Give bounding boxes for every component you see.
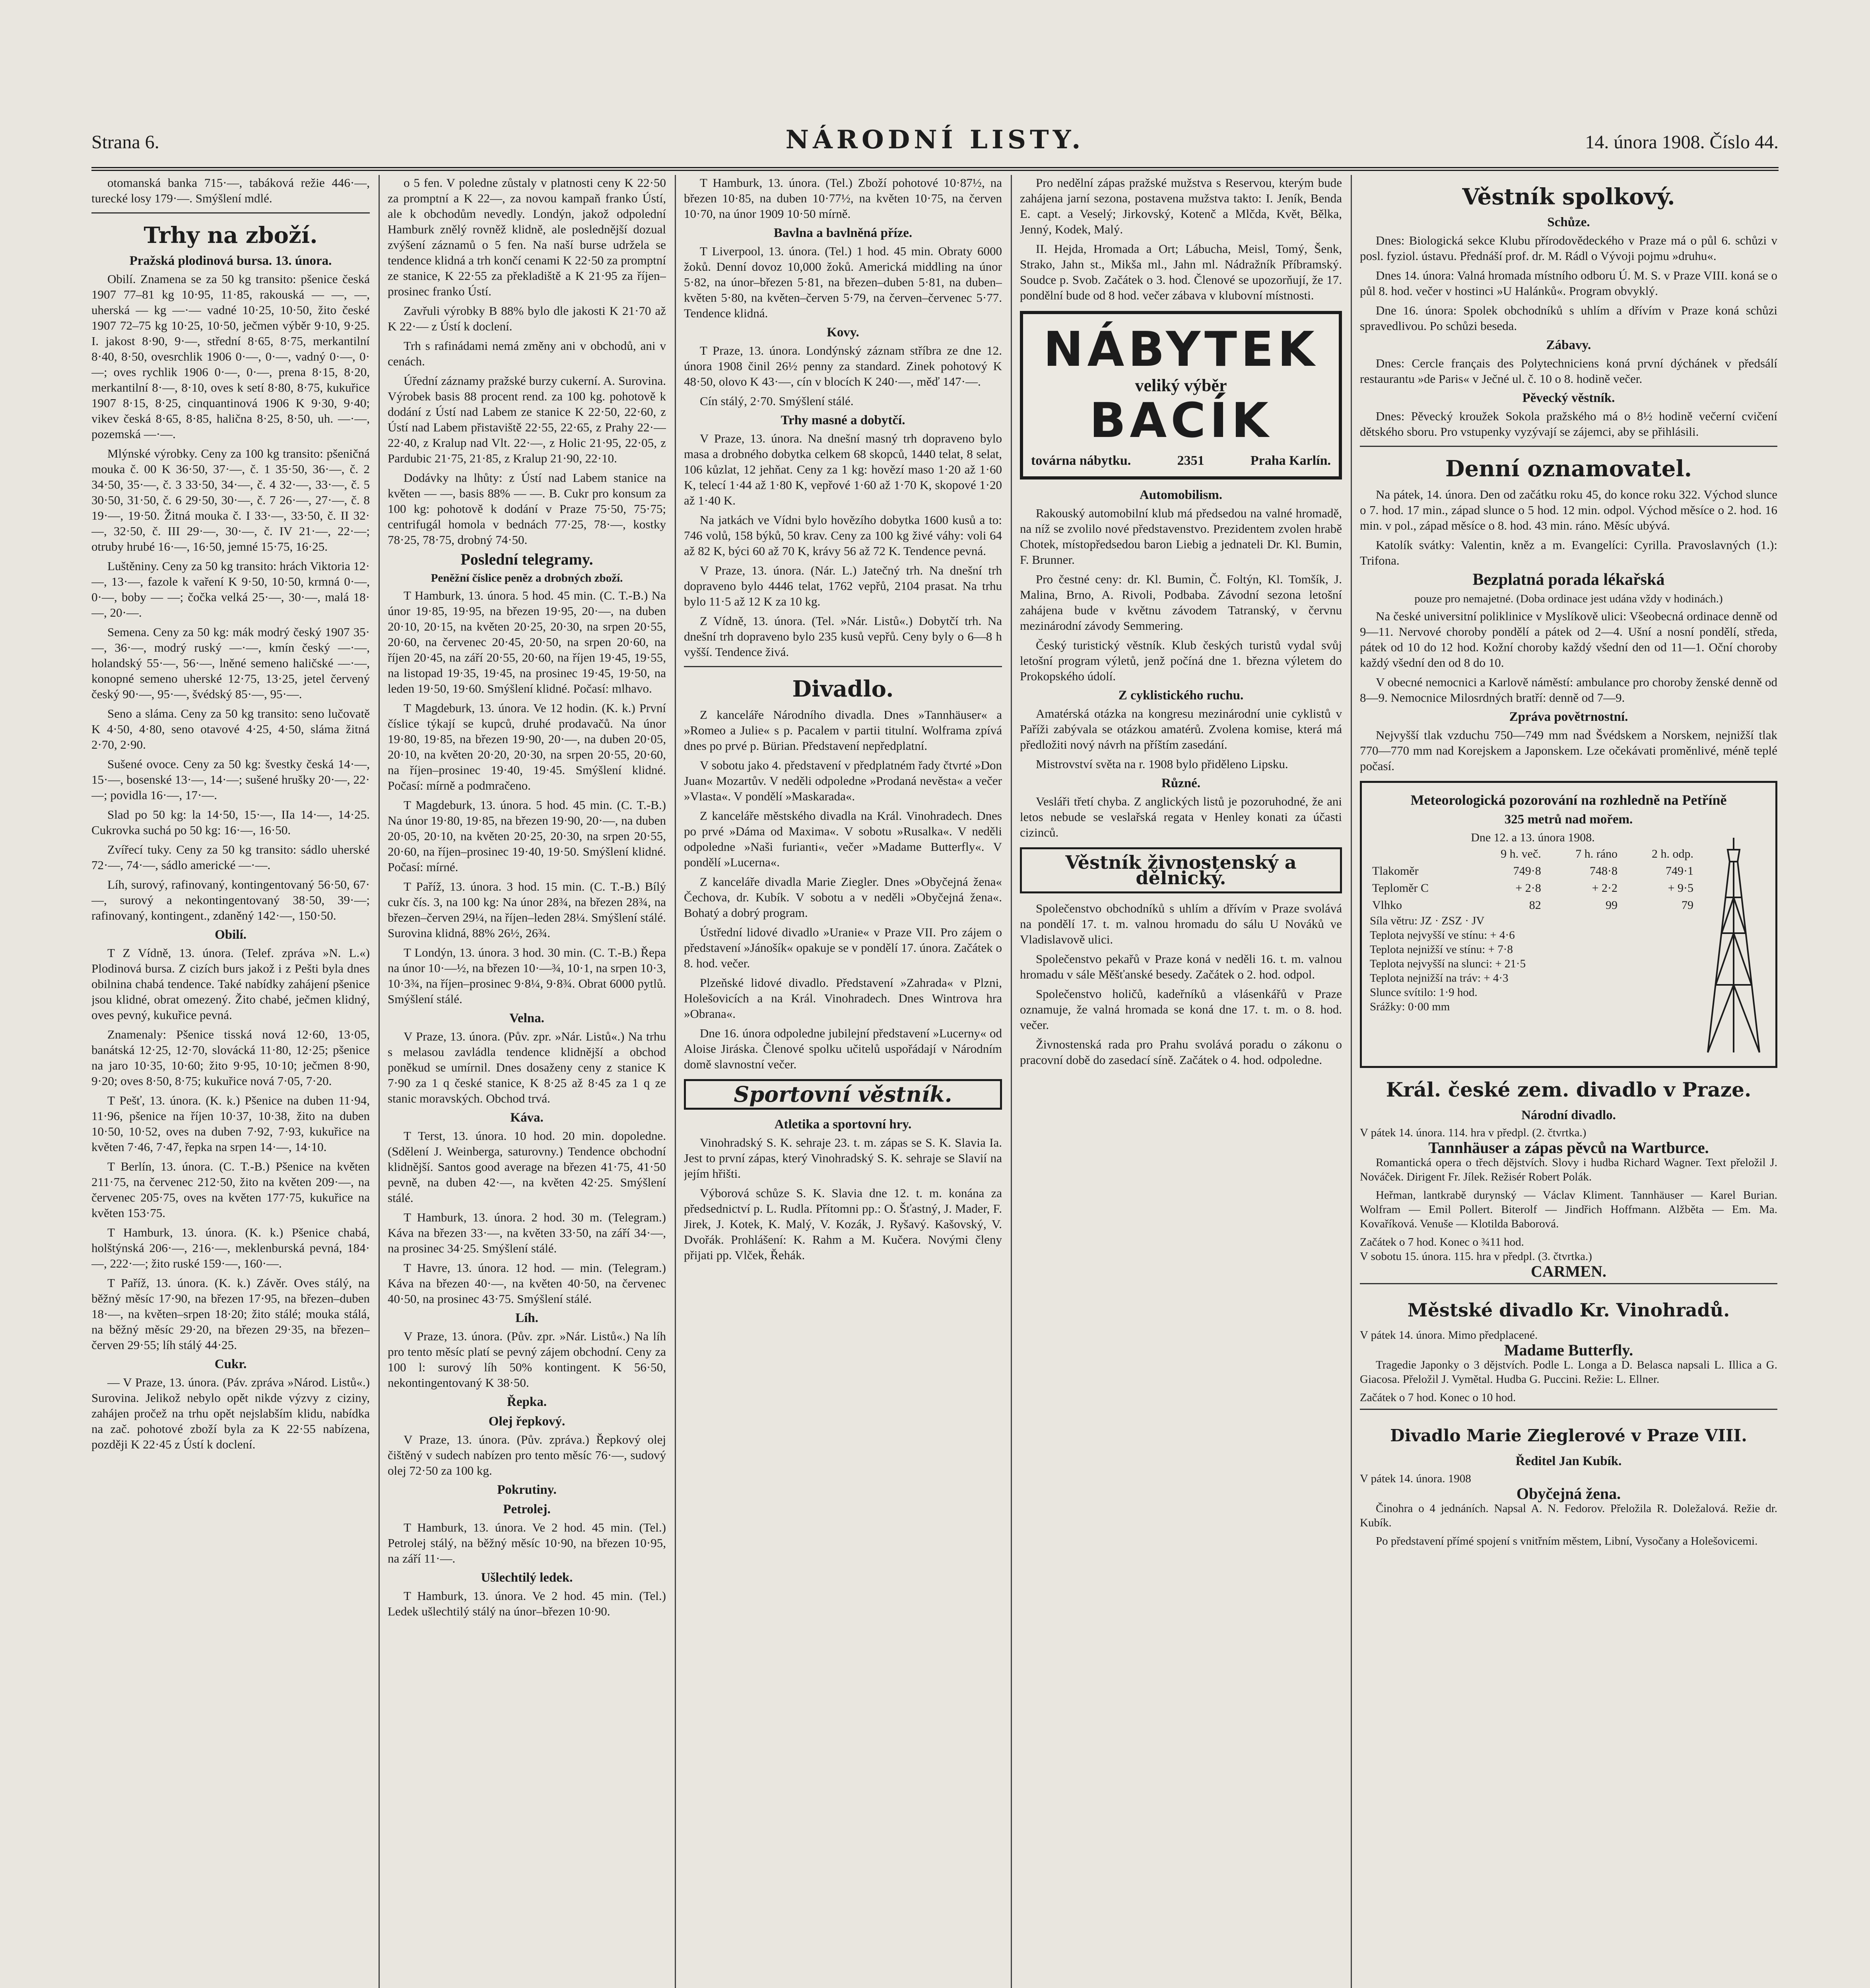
weather-cell: 82 (1529, 899, 1541, 912)
weather-subtitle: 325 metrů nad mořem. (1504, 812, 1633, 827)
article-text: T Hamburk, 13. února. Ve 2 hod. 45 min. (Tel.) Petrolej stálý, na běžný měsíc 10·90, na březen 10·95, na září 11·—. (388, 1520, 666, 1565)
weather-extra-line: Teplota nejnižší ve stínu: + 7·8 (1370, 943, 1513, 956)
theatre-zieglerova (1360, 1409, 1777, 1548)
subheading: Káva. (510, 1110, 544, 1125)
petrin-tower-icon (1700, 834, 1767, 1056)
theatre-play: Obyčejná žena. (1516, 1485, 1621, 1503)
theatre-next: V sobotu 15. února. 115. hra v předpl. (3. čtvrtka.) (1360, 1250, 1592, 1263)
column-5 (1360, 175, 1777, 1988)
ad-name: BACÍK (1089, 393, 1273, 448)
article-text: T Hamburk, 13. února. (Tel.) Zboží pohotové 10·87½, na březen 10·85, na duben 10·77½, na květen 10·75, na červen 10·70, na únor 1909 10·50 mírně. (684, 176, 1002, 221)
column-2 (388, 175, 666, 1988)
article-text: Rakouský automobilní klub má předsedou na valné hromadě, na níž se zvolilo nové představenstvo. Prezidentem zvolen hrabě Chotek, místopředsedou baron Liebig a jednateli Dr. Kl. Bumin, F. Brunner. (1020, 506, 1342, 567)
article-text: V Praze, 13. února. Na dnešní masný trh dopraveno bylo masa a drobného dobytka celkem 68 skopců, 1440 telat, 8 selat, 106 kůzlat, 12 jehňat. Ceny za 1 kg: hovězí maso 1·20 až 1·60 K, telecí 1·44 až 1·80 K, vepřové 1·60 až 1·70 K, skopové 1·20 až 1·40 K. (684, 431, 1002, 507)
subheading: Zpráva povětrnostní. (1509, 710, 1628, 724)
section-heading: Trhy na zboží. (144, 222, 318, 248)
subheading: Pražská plodinová bursa. 13. února. (129, 254, 332, 268)
subheading: Petrolej. (503, 1502, 551, 1516)
subheading: Kovy. (827, 325, 859, 340)
article-text: Z kanceláře divadla Marie Ziegler. Dnes »Obyčejná žena« Čechova, dr. Kubík. V sobotu a v neděli »Obyčejná žena«. Bohatý a dobrý program. (684, 875, 1002, 920)
article-text: Výborová schůze S. K. Slavia dne 12. t. m. konána za předsednictví p. L. Rudla. Přítomni pp.: O. Šťastný, J. Mader, F. Jirek, J. Kotek, K. Malý, V. Kozák, J. Ryšavý. Kašovský, V. Dvořák. Prohlášení: K. Rahm a M. Kučera. Novými členy přijati pp. Vlček, Řehák. (684, 1186, 1002, 1262)
ad-subtitle: veliký výběr (1135, 376, 1227, 395)
subheading: Z cyklistického ruchu. (1118, 688, 1244, 703)
weather-extra (1370, 914, 1696, 1014)
subheading: Schůze. (1547, 215, 1590, 229)
theatre-date: V pátek 14. února. 114. hra v předpl. (2. čtvrtka.) (1360, 1126, 1586, 1139)
subheading: Zábavy. (1546, 338, 1591, 352)
theatre-vinohrady (1360, 1283, 1777, 1405)
subheading: Ušlechtilý ledek. (481, 1571, 573, 1585)
article-text: V sobotu jako 4. představení v předplatném řady čtvrté »Don Juan« Mozartův. V neděli odpoledne »Prodaná nevěsta« a večer »Vlasta«. V pondělí »Maskarada«. (684, 758, 1002, 803)
subheading: Pěvecký věstník. (1522, 391, 1615, 405)
theatre-desc: Romantická opera o třech dějstvích. Slovy i hudba Richard Wagner. Text přeložil J. Nováček. Dirigent Fr. Jílek. Režisér Robert Polák. (1360, 1156, 1777, 1183)
weather-extra-line: Síla větru: JZ · ZSZ · JV (1370, 914, 1485, 927)
weather-header-cell: 9 h. več. (1501, 847, 1541, 860)
divider (91, 212, 370, 214)
subheading: Líh. (515, 1311, 538, 1325)
subheading: Olej řepkový. (488, 1414, 565, 1429)
article-text: Na české universitní poliklinice v Myslíkově ulici: Všeobecná ordinace denně od 9—11. Nervové choroby pondělí a pátek od 2—4. Ušní a nosní pondělí, středa, pátek od 10 do 12 hod. Kožní choroby každý všední den od 11—1. Oční choroby každý všední den od 8 do 10. (1360, 609, 1777, 670)
subheading: Peněžní číslice peněz a drobných zboží. (431, 572, 623, 584)
article-text: T Pešť, 13. února. (K. k.) Pšenice na duben 11·94, 11·96, pšenice na říjen 10·37, 10·38, žito na duben 10·50, 10·52, oves na duben 7·92, 7·93, kukuřice na květen 7·46, 7·47, řepka na srpen 14·—, 14·10. (91, 1093, 370, 1154)
article-text: II. Hejda, Hromada a Ort; Lábucha, Meisl, Tomý, Šenk, Strako, Jahn st., Mikša ml., Jahn ml. Nádražník Příbramský. Soudce p. Svob. Začátek o 3. hod. Členové se upozorňují, že 17. pondělní bude od 8 hod. večer zábava v klubovní místnosti. (1020, 242, 1342, 302)
advertisement-nabytek (1020, 311, 1342, 480)
trade-box (1020, 847, 1342, 893)
article-text: T Berlín, 13. února. (C. T.-B.) Pšenice na květen 211·75, na červenec 212·50, žito na květen 209·—, na červenec 205·75, oves na květen 177·75, kukuřice na květen 153·75. (91, 1159, 370, 1220)
weather-box (1360, 781, 1777, 1068)
weather-header-cell (1370, 845, 1470, 862)
subheading: Pokrutiny. (497, 1483, 557, 1497)
ad-address-mid: 2351 (1177, 453, 1204, 468)
article-text: Znamenaly: Pšenice tisská nová 12·60, 13·05, banátská 12·25, 12·70, slovácká 11·80, 12·25; pšenice na jaro 10·35, 10·60; žito 9·95, 10·10; ječmen 8·90, 9·20; oves 8·50, 8·75; kukuřice nová 7·05, 7·20. (91, 1027, 370, 1088)
theatre-desc: Tragedie Japonky o 3 dějstvích. Podle L. Longa a D. Belasca napsali L. Illica a G. Giacosa. Přeložil J. Vymětal. Hudba G. Puccini. Režie: L. Ellner. (1360, 1359, 1777, 1386)
article-text: Ústřední lidové divadlo »Uranie« v Praze VII. Pro zájem o představení »Jánošík« opakuje se v pondělí 17. února. Začátek o 8. hod. večer. (684, 925, 1002, 970)
weather-data (1370, 830, 1696, 1060)
article-text: Zavřuli výrobky B 88% bylo dle jakosti K 21·70 až K 22·— z Ústí k doclení. (388, 304, 666, 333)
section-heading: Městské divadlo Kr. Vinohradů. (1407, 1299, 1730, 1321)
article-text: Trh s rafinádami nemá změny ani v obchodů, ani v cenách. (388, 339, 666, 368)
weather-cell: 749·1 (1666, 864, 1693, 878)
article-text: T Liverpool, 13. února. (Tel.) 1 hod. 45 min. Obraty 6000 žoků. Denní dovoz 10,000 žoků. Americká middling na únor 5·82, na únor–březen 5·81, na březen–duben 5·81, na duben–květen 5·80, na květen–červen 5·79, na červen–červenec 5·77. Tendence klidná. (684, 244, 1002, 320)
weather-extra-line: Slunce svítilo: 1·9 hod. (1370, 986, 1478, 999)
ad-address-row (1031, 453, 1331, 468)
weather-table (1370, 845, 1696, 914)
column-divider (1351, 175, 1352, 1988)
subheading: Různé. (1161, 776, 1201, 790)
weather-header-row (1370, 845, 1696, 862)
article-text: Dnes 14. února: Valná hromada místního odboru Ú. M. S. v Praze VIII. koná se o půl 8. hod. večer v hostinci »U Halánků«. Program obvyklý. (1360, 268, 1777, 298)
article-text: T Hamburk, 13. února. 2 hod. 30 m. (Telegram.) Káva na březen 33·—, na květen 33·50, na září 34·—, na prosinec 34·25. Smýšlení stálé. (388, 1210, 666, 1255)
weather-dates: Dne 12. a 13. února 1908. (1471, 831, 1595, 844)
article-text: T Z Vídně, 13. února. (Telef. zpráva »N. L.«) Plodinová bursa. Z cizích burs jakož i z Pešti byla dnes obilnina chabá tendence. Také nabídky zahájení pšenice jsou klidné, obrat omezený. Žito chabé, ječmen klidný, oves pevný, kukuřice pevná. (91, 946, 370, 1022)
article-text: Dnes: Pěvecký kroužek Sokola pražského má o 8½ hodině večerní cvičení dětského sboru. Pro vstupenky vyzývají se zájemci, aby se přihlásili. (1360, 409, 1777, 439)
column-4 (1020, 175, 1342, 1988)
weather-row (1370, 862, 1696, 879)
ad-address-left: továrna nábytku. (1031, 453, 1131, 468)
article-text: Amatérská otázka na kongresu mezinárodní unie cyklistů v Paříži zabývala se otázkou amatérů. Zvolena komise, která má předložiti nový návrh na příštím zasedání. (1020, 707, 1342, 751)
article-text: T Hamburk, 13. února. (K. k.) Pšenice chabá, holštýnská 206·—, 216·—, meklenburská pevná, 184·—, 222·—; žito ruské 159·—, 160·—. (91, 1225, 370, 1270)
article-text: Líh, surový, rafinovaný, kontingentovaný 56·50, 67·—, surový a nekontingentovaný 38·50, 39·—; rafinovaný, kontingent., zdaněný 142·—, 150·50. (91, 878, 370, 922)
article-text: Z kanceláře Národního divadla. Dnes »Tannhäuser« a »Romeo a Julie« s p. Pacalem v partii titulní. Wolframa zpívá dnes po prvé p. Bürian. Představení nepředplatní. (684, 708, 1002, 753)
article-text: Dnes: Cercle français des Polytechniciens koná první dýchánek v předsálí restaurantu »de Paris« v Ječné ul. č. 10 o 8. hodině večer. (1360, 356, 1777, 386)
page-header (91, 119, 1779, 171)
article-text: Nejvyšší tlak vzduchu 750—749 mm nad Švédskem a Norskem, nejnižší tlak 770—770 mm nad Korejskem a Japonskem. Lze očekávati proměnlivé, méně teplé počasí. (1360, 728, 1777, 773)
divider (1360, 446, 1777, 447)
weather-cell: Teploměr C (1372, 881, 1429, 895)
subheading: Obilí. (215, 928, 247, 942)
section-heading: Divadlo. (792, 676, 894, 702)
subheading: Cukr. (214, 1357, 247, 1371)
article-text: Vesláři třetí chyba. Z anglických listů je pozoruhodné, že ani letos nebude se veslařská regata v Henley konati za účasti cizinců. (1020, 794, 1342, 839)
theatre-play: Madame Butterfly. (1504, 1341, 1633, 1359)
weather-cell: Tlakoměr (1372, 864, 1419, 878)
article-text: Zvířecí tuky. Ceny za 50 kg transito: sádlo uherské 72·—, 74·—, sádlo americké —·—. (91, 843, 370, 872)
article-text: Společenstvo holičů, kadeřníků a vlásenkářů v Praze oznamuje, že valná hromada se koná dne 17. t. m. o 8. hod. večer. (1020, 987, 1342, 1032)
article-text: o 5 fen. V poledne zůstaly v platnosti ceny K 22·50 za promptní a K 22—, za novou kampaň franko Ústí, ale k obchodům nevedly. Londýn, jakož odpolední Hamburk znělý rovněž klidně, ale poslednější dozual zvýšení záznamů o 5 fen. Na naší burse udržela se tendence klidná a trh končí cenami K 22·50 za promptní ze stanice, K 22·55 za překladiště a K 21·95 za říjen–prosinec franko Ústí. (388, 176, 666, 298)
article-text: Z kanceláře městského divadla na Král. Vinohradech. Dnes po prvé »Dáma od Maxima«. V sobotu »Rusalka«. V neděli odpoledne »Naši furianti«, večer »Madame Butterfly«. V pondělí »Lucerna«. (684, 809, 1002, 869)
weather-cell: Vlhko (1372, 899, 1402, 912)
article-text: Společenstvo pekařů v Praze koná v neděli 16. t. m. valnou hromadu v sále Měšťanské besedy. Začátek o 2. hod. odpol. (1020, 952, 1342, 981)
article-text: T Hamburk, 13. února. 5 hod. 45 min. (C. T.-B.) Na únor 19·85, 19·95, na březen 19·95, 20·—, na duben 20·10, 20·15, na květen 20·25, 20·30, na srpen 20·55, 20·60, na červenec 20·45, 20·50, na srpen 20·60, na říjen 20·45, na září 20·55, 20·60, na říjen 19·45, 19·55, na listopad 19·35, 19·45, na prosinec 19·45, 19·50, na leden 19·50, 19·60. Smýšlení klidné. Počasí: mlhavo. (388, 588, 666, 695)
subheading: Automobilism. (1139, 488, 1223, 502)
section-heading: Věstník živnostenský a dělnický. (1065, 852, 1297, 889)
divider (684, 666, 1002, 667)
weather-header-cell: 2 h. odp. (1652, 847, 1693, 860)
theatre-date: V pátek 14. února. 1908 (1360, 1472, 1471, 1485)
sport-box (684, 1079, 1002, 1110)
article-text: Dnes: Biologická sekce Klubu přírodovědeckého v Praze má o půl 6. schůzi v posl. fyziol. ústavu. Přednáší prof. dr. M. Rádl o Vývoji pojmu »druhu«. (1360, 233, 1777, 263)
article-text: V Praze, 13. února. (Pův. zpráva.) Řepkový olej čištěný v sudech nabízen pro tento měsíc 76·—, sudový olej 72·50 za 100 kg. (388, 1433, 666, 1477)
theatre-cast: Heřman, lantkrabě durynský — Václav Kliment. Tannhäuser — Karel Burian. Wolfram — Emil Pollert. Biterolf — Jindřich Hoffmann. Alžběta — Em. Ma. Kovaříková. Venuše — Klotilda Baborová. (1360, 1189, 1777, 1230)
column-1 (91, 175, 370, 1988)
weather-extra-line: Teplota nejvyšší ve stínu: + 4·6 (1370, 929, 1515, 942)
article-text: Mlýnské výrobky. Ceny za 100 kg transito: pšeničná mouka č. 00 K 36·50, 37·—, č. 1 35·50, 36·—, č. 2 34·50, 35·—, č. 3 33·50, 34·—, č. 4 32·—, 33·—, č. 5 30·50, 31·50, č. 6 29·50, 30·—, č. 7 26·—, 27·—, č. 8 19·—, 19·50. Žitná mouka č. I 33·—, 33·50, č. II 32·—, 32·50, č. III 29·—, 30·—, č. IV 21·—, 22·—; otruby hrubé 16·—, 16·50, jemné 15·75, 16·25. (91, 447, 370, 553)
article-text: V Praze, 13. února. (Nár. L.) Jatečný trh. Na dnešní trh dopraveno bylo 4446 telat, 1762 vepřů, 2104 prasat. Na trhu bylo 11·5 až 12 K za 10 kg. (684, 563, 1002, 608)
section-heading: Divadlo Marie Zieglerové v Praze VIII. (1390, 1426, 1747, 1445)
weather-cell: + 2·8 (1515, 881, 1541, 895)
article-text: V Praze, 13. února. (Pův. zpr. »Nár. Listů«.) Na trhu s melasou zavládla tendence klidnější a obchod poněkud se umírnil. Dnes dosaženy ceny z stanice K 7·90 za 1 q české stanice, K 8·25 až 8·45 za 1 q ze stanic moravských. Obchod trvá. (388, 1029, 666, 1105)
article-text: Sušené ovoce. Ceny za 50 kg: švestky česká 14·—, 15·—, bosenské 13·—, 14·—; sušené hrušky 20·—, 22·—; povidla 16·—, 17·—. (91, 757, 370, 802)
weather-cell: + 9·5 (1668, 881, 1693, 895)
article-text: Seno a sláma. Ceny za 50 kg transito: seno lučovatě K 4·50, 4·80, seno otavové 4·25, 4·50, sláma žitná 2·70, 2·90. (91, 707, 370, 751)
weather-cell: 99 (1606, 899, 1618, 912)
article-text: Živnostenská rada pro Prahu svolává poradu o zákonu o pracovní době do zasedací síně. Začátek o 4. hod. odpoledne. (1020, 1037, 1342, 1067)
ad-title: NÁBYTEK (1043, 322, 1319, 377)
article-text: T Magdeburk, 13. února. 5 hod. 45 min. (C. T.-B.) Na únor 19·80, 19·85, na březen 19·90, 20·—, na duben 20·05, 20·10, na květen 20·25, 20·30, na srpen 20·55, 20·60, na říjen–prosinec 19·40, 19·50. Smýšlení klidné. Počasí: mírné. (388, 798, 666, 874)
page-number: Strana 6. (91, 132, 159, 153)
weather-header-cell: 7 h. ráno (1575, 847, 1618, 860)
article-text: Mistrovství světa na r. 1908 bylo přiděleno Lipsku. (1036, 757, 1288, 771)
section-heading: Denní oznamovatel. (1445, 456, 1692, 482)
subheading: Bezplatná porada lékařská (1472, 571, 1665, 589)
article-text: Český turistický věstník. Klub českých turistů vydal svůj letošní program výletů, jenž počíná dne 1. března výletem do Prokopského údolí. (1020, 638, 1342, 683)
issue-date: 14. února 1908. Číslo 44. (1585, 132, 1779, 153)
article-text: Na pátek, 14. února. Den od začátku roku 45, do konce roku 322. Východ slunce o 7. hod. 17 min., západ slunce o 5 hod. 12 min. odpol. Východ měsíce o 2. hod. 16 min. v pol., západ měsíce o 8. hod. 43 min. ráno. Měsíc ubývá. (1360, 487, 1777, 532)
article-text: T Magdeburk, 13. února. Ve 12 hodin. (K. k.) První číslice týkají se kupců, druhé prodavačů. Na únor 19·80, 19·85, na březen 19·90, 20·—, na duben 20·05, 20·10, na květen 20·20, 20·30, na srpen 20·55, 20·60, na říjen–prosinec 19·40, 19·45. Smýšlení klidné. Počasí: mírně a podmračeno. (388, 701, 666, 792)
subheading: Atletika a sportovní hry. (774, 1117, 912, 1132)
theatre-next-play: CARMEN. (1531, 1262, 1606, 1280)
article-text: T Paříž, 13. února. 3 hod. 15 min. (C. T.-B.) Bílý cukr čís. 3, na 100 kg: Na únor 28¾, na březen 28¾, na březen–červen 29¼, na říjen–leden 28¼. Smýšlení stálé. Surovina klidná, 88% 26½, 26¾. (388, 879, 666, 940)
article-text: Katolík svátky: Valentin, kněz a m. Evangelíci: Cyrilla. Pravoslavných (1.): Trifona. (1360, 538, 1777, 567)
subheading: pouze pro nemajetné. (Doba ordinace jest udána vždy v hodinách.) (1414, 592, 1723, 605)
article-text: T Praze, 13. února. Londýnský záznam stříbra ze dne 12. února 1908 činil 26½ penny za standard. Zinek pohotový K 48·50, olovo K 43·—, cín v blocích K 240·—, měď 147·—. (684, 344, 1002, 388)
article-text: Plzeňské lidové divadlo. Představení »Zahrada« v Plzni, Holešovicích a na Král. Vinohradech. Dnes Wintrova hra »Obrana«. (684, 976, 1002, 1021)
weather-cell: + 2·2 (1592, 881, 1618, 895)
section-heading: Věstník spolkový. (1462, 184, 1675, 210)
article-text: Dne 16. února: Spolek obchodníků s uhlím a dřívím v Praze koná schůzi spravedlivou. Po schůzi beseda. (1360, 303, 1777, 333)
article-text: Úřední záznamy pražské burzy cukerní. A. Surovina. Výrobek basis 88 procent rend. za 100 kg. pohotově k dodání z Ústí nad Labem ze stanice K 22·50, 22·60, z Ústí nad Labem přistaviště 22·55, 22·65, z Prahy 22·— 22·40, z Kralup nad Vlt. 22·—, z Holic 21·95, 22·05, z Pardubic 21·75, 21·85, z Kralup 21·90, 22·10. (388, 374, 666, 465)
article-text: T Paříž, 13. února. (K. k.) Závěr. Oves stálý, na běžný měsíc 17·90, na březen 17·95, na březen–duben 18·—, na květen–srpen 18·20; žito stálé; mouka stálá, na běžný měsíc 29·20, na březen 29·35, na březen–červen 29·55; líh stálý 44·25. (91, 1276, 370, 1352)
weather-cell: 748·8 (1590, 864, 1618, 878)
article-text: T Londýn, 13. února. 3 hod. 30 min. (C. T.-B.) Řepa na únor 10·—½, na březen 10·—¾, 10·1, na srpen 10·3, 10·3¾, na říjen–prosinec 9·8¼, 9·8¾. Obrat 6000 pytlů. Smýšlení stálé. (388, 945, 666, 1006)
article-text: Obilí. Znamena se za 50 kg transito: pšenice česká 1907 77–81 kg 10·95, 11·85, rakouská — —, —, uherská — kg —·— vadné 10·25, 10·50, žito české 1907 72–75 kg 10·25, 10·50, ječmen výběr 9·10, 9·25. I. jakost 8·90, 9·—, střední 8·65, 8·75, merkantilní 8·40, 8·50, ovesrchlik 1906 0·—, 0·—, vadný 0·—, 0·—; oves rychlik 1906 0·—, 0·—, prena 8·15, 8·20, merkantilní 8·—, 8·10, oves k setí 8·80, 8·75, kukuřice 1907 8·15, 8·25, cinquantinová 1906 K 9·30, 9·40; vikev česká 8·65, 8·85, halična 8·25, 8·50, uh. —·—, pozemská —·—. (91, 272, 370, 441)
section-heading: Král. české zem. divadlo v Praze. (1386, 1078, 1752, 1101)
article-text: Z Vídně, 13. února. (Tel. »Nár. Listů«.) Dobytčí trh. Na dnešní trh dopraveno bylo 235 kusů vepřů. Ceny byly o 6—8 h vyšší. Tendence živá. (684, 614, 1002, 659)
ad-address-right: Praha Karlín. (1250, 453, 1331, 468)
article-text: Dne 16. února odpoledne jubilejní představení »Lucerny« od Aloise Jiráska. Členové spolku učitelů uspořádají v Národním domě slavnostní večer. (684, 1026, 1002, 1071)
subheading: Ředitel Jan Kubík. (1515, 1454, 1622, 1468)
column-divider (1011, 175, 1012, 1988)
weather-extra-line: Teplota nejvyšší na slunci: + 21·5 (1370, 957, 1526, 970)
article-text: Vinohradský S. K. sehraje 23. t. m. zápas se S. K. Slavia Ia. Jest to první zápas, který Vinohradský S. K. sehraje se Slavií na jejím hřišti. (684, 1136, 1002, 1180)
subheading: Velna. (509, 1011, 544, 1025)
article-text: Cín stálý, 2·70. Smýšlení stálé. (700, 394, 854, 408)
theatre-play: Tannhäuser a zápas pěvců na Wartburce. (1428, 1139, 1709, 1157)
subheading: Řepka. (507, 1395, 547, 1409)
theatre-date: V pátek 14. února. Mimo předplacené. (1360, 1329, 1538, 1342)
theatre-start: Začátek o 7 hod. Konec o 10 hod. (1360, 1391, 1516, 1404)
weather-row (1370, 879, 1696, 897)
weather-title: Meteorologická pozorování na rozhledně na Petříně (1410, 792, 1727, 808)
subheading: Národní divadlo. (1521, 1108, 1616, 1122)
weather-body (1370, 830, 1767, 1060)
weather-cell: 79 (1682, 899, 1693, 912)
article-text: — V Praze, 13. února. (Páv. zpráva »Národ. Listů«.) Surovina. Jelikož nebylo opět nikde výzvy z ciziny, zahájen pročež na trhu opět nejslabším klidu, nabídka na zač. pohotové zboží byla za K 22·55 nabízena, později K 22·45 z Ústí k doclení. (91, 1375, 370, 1451)
theatre-foot: Po představení přímé spojení s vnitřním městem, Libní, Vysočany a Holešovicemi. (1376, 1535, 1758, 1547)
column-divider (675, 175, 676, 1988)
section-heading: Sportovní věstník. (734, 1081, 952, 1107)
weather-extra-line: Srážky: 0·00 mm (1370, 1000, 1450, 1013)
subheading: Trhy masné a dobytčí. (781, 413, 905, 427)
article-text: Dodávky na lhůty: z Ústí nad Labem stanice na květen — —, basis 88% — —. B. Cukr pro konsum za 100 kg: pohotově k dodání v Praze 75·50, 75·75; centrifugál homola v bednách 77·25, 78·—, kostky 78·25, 78·75, drobný 74·50. (388, 471, 666, 547)
masthead-title: NÁRODNÍ LISTY. (785, 125, 1085, 155)
article-text: T Hamburk, 13. února. Ve 2 hod. 45 min. (Tel.) Ledek ušlechtilý stálý na únor–březen 10·90. (388, 1589, 666, 1618)
weather-cell: 749·8 (1513, 864, 1541, 878)
subheading: Bavlna a bavlněná příze. (773, 226, 913, 240)
subheading: Poslední telegramy. (460, 550, 593, 568)
article-text: V obecné nemocnici a Karlově náměstí: ambulance pro choroby ženské denně od 8—9. Nemocnice Milosrdných bratří: denně od 7—9. (1360, 675, 1777, 705)
article-text: T Terst, 13. února. 10 hod. 20 min. dopoledne. (Sdělení J. Weinberga, saturovny.) Tendence obchodní klidnější. Santos good average na březen 41·75, 41·50 pevně, na duben 42·—, na květen 42·25. Smýšlení stálé. (388, 1129, 666, 1205)
theatre-desc: Činohra o 4 jednáních. Napsal A. N. Fedorov. Přeložila R. Doležalová. Režie dr. Kubík. (1360, 1502, 1777, 1529)
article-text: Pro nedělní zápas pražské mužstva s Reservou, kterým bude zahájena jarní sezona, postavena mužstva takto: I. Jeník, Benda E. capt. a Veselý; Jirkovský, Kotenč a Mlčda, Květ, Bělka, Jenný, Kodek, Malý. (1020, 176, 1342, 236)
article-text: Semena. Ceny za 50 kg: mák modrý český 1907 35·—, 36·—, modrý ruský —·—, kmín český —·—, holandský 55·—, 56·—, lněné semeno haličské —·—, konopné semeno uherské 12·75, 13·25, jetel červený český 90·—, 95·—, švédský 85·—, 95·—. (91, 625, 370, 701)
weather-extra-line: Teplota nejnižší na tráv: + 4·3 (1370, 972, 1509, 984)
article-text: Luštěniny. Ceny za 50 kg transito: hrách Viktoria 12·—, 13·—, fazole k vaření K 9·50, 10·50, krmná 0·—, 0·—, boby — —; čočka velká 25·—, 30·—, malá 18·—, 20·—. (91, 559, 370, 619)
column-divider (379, 175, 380, 1988)
article-text: Na jatkách ve Vídni bylo hovězího dobytka 1600 kusů a to: 746 volů, 158 býků, 50 krav. Ceny za 100 kg živé váhy: voli 64 až 82 K, býci 60 až 70 K, krávy 56 až 72 K. Tendence pevná. (684, 513, 1002, 558)
article-text: Pro čestné ceny: dr. Kl. Bumin, Č. Foltýn, Kl. Tomšík, J. Malina, Brno, A. Rivoli, Podbaba. Závodní sezona letošní zahájena bude v květnu závodem Tatranský, v červnu mezinárodní závody Semmering. (1020, 572, 1342, 633)
article-text: Slad po 50 kg: la 14·50, 15·—, IIa 14·—, 14·25. Cukrovka suchá po 50 kg: 16·—, 16·50. (91, 808, 370, 837)
column-3 (684, 175, 1002, 1988)
article-text: V Praze, 13. února. (Pův. zpr. »Nár. Listů«.) Na líh pro tento měsíc platí se pevný zájem obchodní. Ceny za 100 l: surový líh 50% kontingent. K 56·50, nekontingentovaný K 38·50. (388, 1329, 666, 1390)
article-text: Společenstvo obchodníků s uhlím a dřívím v Praze svolává na pondělí 17. t. m. valnou hromadu do sálu U Nováků ve Vladislavově ulici. (1020, 901, 1342, 946)
article-text: otomanská banka 715·—, tabáková režie 446·—, turecké losy 179·—. Smýšlení mdlé. (91, 176, 370, 205)
article-text: T Havre, 13. února. 12 hod. — min. (Telegram.) Káva na březen 40·—, na květen 40·50, na červenec 40·50, na prosinec 43·75. Smýšlení stálé. (388, 1261, 666, 1306)
theatre-start: Začátek o 7 hod. Konec o ¾11 hod. (1360, 1236, 1524, 1248)
weather-row (1370, 897, 1696, 914)
